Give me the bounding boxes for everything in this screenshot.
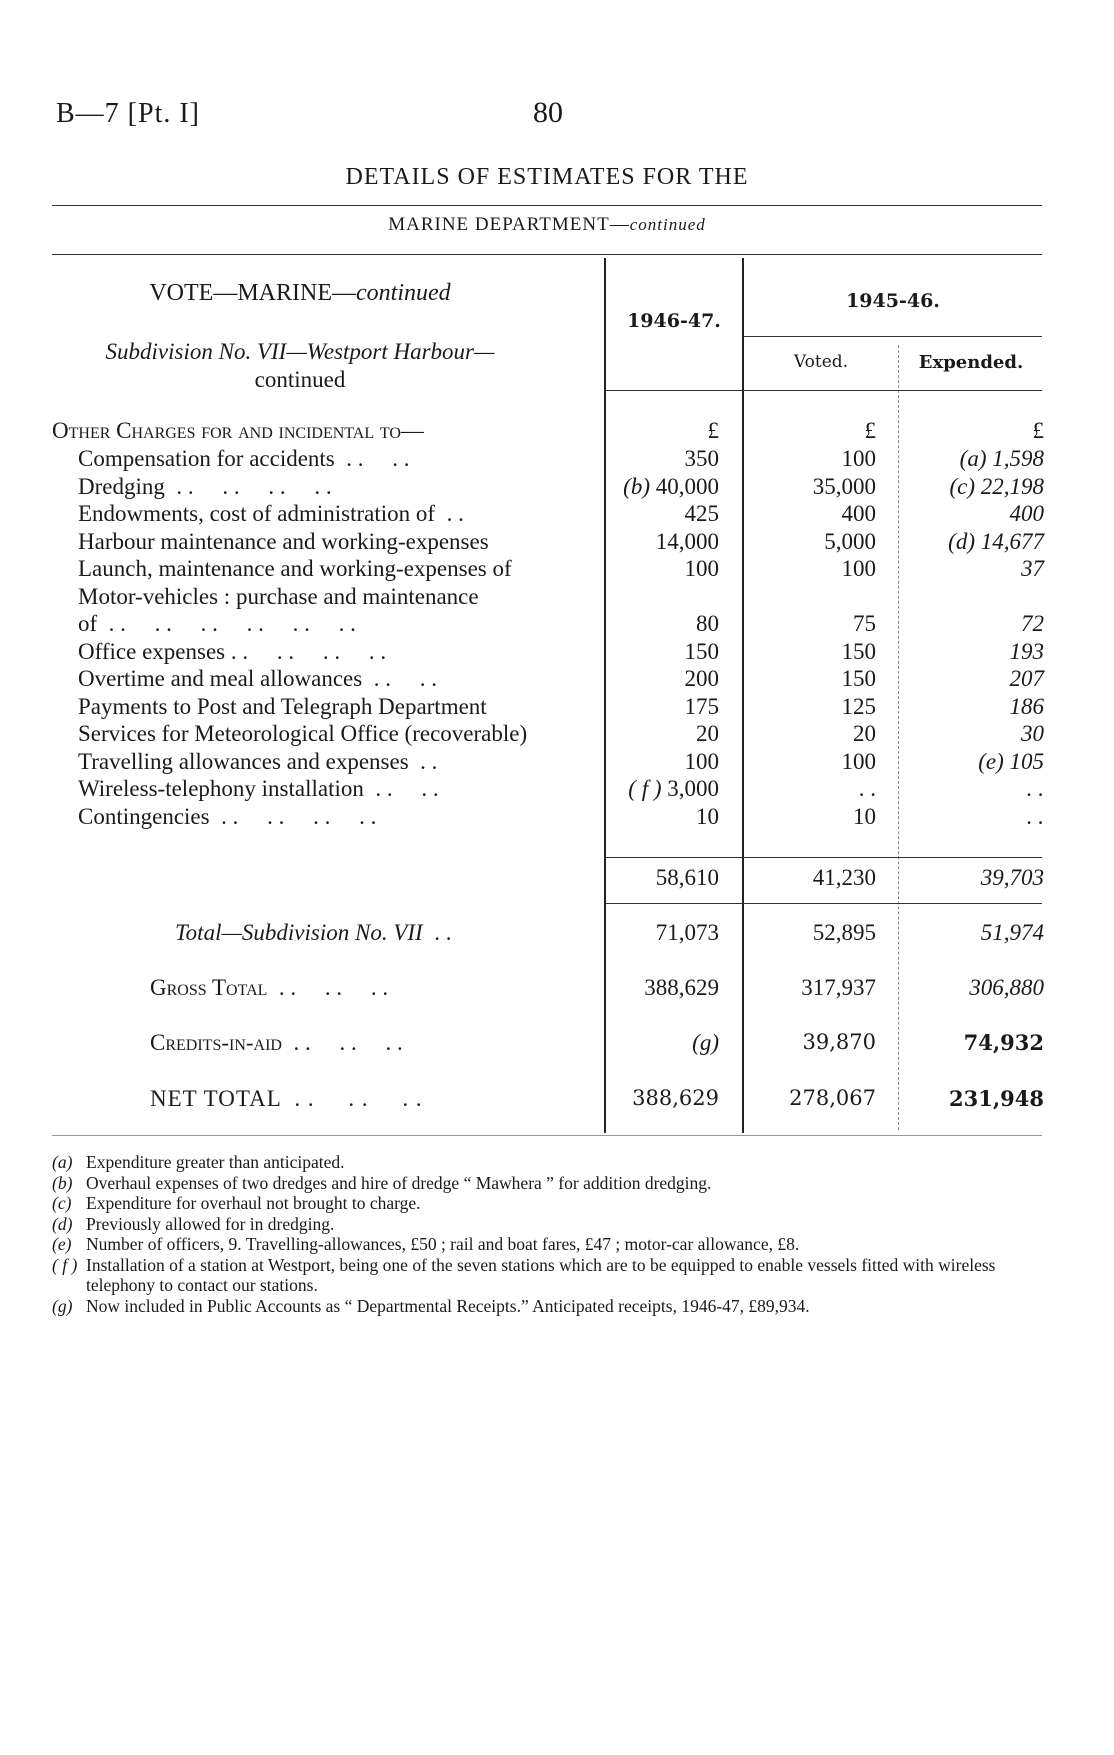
- est-value: 14,000: [655, 528, 719, 554]
- total-est: 71,073: [655, 920, 719, 945]
- voted-value: 75: [853, 611, 876, 636]
- sum-rule: [606, 903, 1042, 904]
- footnote-text: Now included in Public Accounts as “ Departmental Receipts.” Anticipated receipts, 1946-47, £89,934.: [86, 1295, 810, 1316]
- table-row: [0, 694, 1114, 721]
- total-label: Credits-in-aid . . . . . .: [150, 1030, 403, 1055]
- item-label: Contingencies . . . . . . . .: [78, 803, 377, 829]
- footnote: [52, 1152, 1052, 1173]
- subtotal-expended: 39,703: [980, 865, 1044, 890]
- table-row: [0, 776, 1114, 803]
- table-row: [0, 556, 1114, 583]
- footnote-text: Expenditure for overhaul not brought to charge.: [86, 1193, 421, 1213]
- footnote-key: (g): [52, 1295, 73, 1316]
- column-heading-1945-46: 1945-46.: [846, 290, 940, 312]
- footer-rule: [52, 1135, 1042, 1136]
- voted-value: 125: [841, 693, 876, 719]
- voted-value: 10: [853, 803, 876, 829]
- table-row: [0, 666, 1114, 693]
- table-row: [0, 639, 1114, 666]
- divider-line: [52, 254, 1042, 255]
- footnote-key: (b): [52, 1172, 73, 1193]
- total-row: [0, 975, 1114, 1002]
- voted-value: 400: [841, 501, 876, 526]
- item-label: Harbour maintenance and working-expenses: [78, 528, 489, 554]
- table-row: [0, 611, 1114, 638]
- est-value: 100: [684, 748, 719, 774]
- est-value: 10: [696, 803, 719, 829]
- subtotal-row: [0, 865, 1114, 892]
- total-expended: 74,932: [963, 1030, 1044, 1055]
- total-label: NET TOTAL . . . . . .: [150, 1086, 423, 1111]
- est-value: 175: [684, 693, 719, 719]
- est-value: 20: [696, 721, 719, 746]
- expended-value: . .: [1026, 803, 1044, 829]
- est-value: 150: [684, 638, 719, 664]
- table-row: [0, 749, 1114, 776]
- subdivision-title: Subdivision No. VII—Westport Harbour— continued: [105, 339, 495, 392]
- footnote-key: (d): [52, 1213, 73, 1234]
- footnote: [52, 1214, 1052, 1235]
- header-rule: [606, 390, 1042, 391]
- total-expended: 306,880: [969, 975, 1044, 1000]
- footnote: [52, 1234, 1052, 1255]
- footnote-key: (e): [52, 1234, 72, 1254]
- item-label: Launch, maintenance and working-expenses of: [78, 556, 512, 581]
- footnote-key: ( f ): [52, 1254, 78, 1275]
- subtotal-est: 58,610: [655, 865, 719, 890]
- footnote-text: Previously allowed for in dredging.: [86, 1213, 335, 1234]
- est-value: 80: [696, 611, 719, 636]
- item-label: of . . . . . . . . . . . .: [78, 611, 356, 636]
- item-label: Endowments, cost of administration of . .: [78, 501, 464, 526]
- table-row: [0, 804, 1114, 831]
- item-label: Services for Meteorological Office (recoverable): [78, 721, 528, 746]
- table-row: [0, 501, 1114, 528]
- voted-value: 5,000: [824, 528, 876, 554]
- expended-value: (a) 1,598: [959, 446, 1044, 471]
- table-row: [0, 721, 1114, 748]
- expended-value: 186: [1009, 693, 1044, 719]
- total-voted: 317,937: [801, 975, 876, 1000]
- item-label: Overtime and meal allowances . . . .: [78, 666, 437, 691]
- footnote-text: Number of officers, 9. Travelling-allowances, £50 ; rail and boat fares, £47 ; motor-car allowance, £8.: [86, 1234, 800, 1254]
- expended-value: 193: [1009, 638, 1044, 664]
- page-title: DETAILS OF ESTIMATES FOR THE: [345, 164, 749, 190]
- subtotal-voted: 41,230: [812, 865, 876, 890]
- item-label: Travelling allowances and expenses . .: [78, 748, 438, 774]
- page-number: 80: [533, 96, 563, 129]
- expended-value: 207: [1009, 666, 1044, 691]
- est-value: 425: [684, 501, 719, 526]
- footnote: [52, 1193, 1052, 1214]
- voted-value: 20: [853, 721, 876, 746]
- item-label: Motor-vehicles : purchase and maintenance: [78, 583, 479, 609]
- total-label: Gross Total . . . . . .: [150, 975, 389, 1000]
- footnote-text: Installation of a station at Westport, being one of the seven stations which are to be equipped to enable vessels fitted with wireless telephony to contact our stations.: [86, 1254, 996, 1295]
- voted-value: 100: [841, 556, 876, 581]
- item-label: Office expenses . . . . . . . .: [78, 638, 387, 664]
- section-heading-row: [0, 418, 1114, 445]
- expended-value: 72: [1021, 611, 1044, 636]
- item-label: Compensation for accidents . . . .: [78, 446, 410, 471]
- expended-value: (c) 22,198: [949, 473, 1044, 499]
- total-expended: 231,948: [949, 1086, 1044, 1111]
- est-value: 200: [684, 666, 719, 691]
- total-voted: 52,895: [812, 920, 876, 945]
- item-label: Wireless-telephony installation . . . .: [78, 776, 439, 801]
- document-reference: B—7 [Pt. I]: [56, 98, 200, 129]
- currency-symbol: £: [707, 418, 719, 443]
- voted-value: 150: [841, 666, 876, 691]
- sum-rule: [606, 857, 1042, 858]
- column-heading-1946-47: 1946-47.: [627, 310, 721, 332]
- voted-value: 35,000: [812, 473, 876, 499]
- header-rule: [744, 336, 1042, 337]
- total-voted: 278,067: [789, 1086, 876, 1110]
- total-row: [0, 920, 1114, 947]
- expended-value: 37: [1021, 556, 1044, 581]
- vote-title: VOTE—MARINE—continued: [149, 280, 451, 306]
- expended-value: . .: [1026, 776, 1044, 801]
- footnote: [52, 1173, 1052, 1194]
- est-value: (b) 40,000: [623, 473, 719, 499]
- footnote: [52, 1296, 1052, 1317]
- total-est: 388,629: [644, 975, 719, 1000]
- footnotes: [52, 1152, 1052, 1316]
- expended-value: (e) 105: [978, 748, 1044, 774]
- item-label: Payments to Post and Telegraph Department: [78, 693, 487, 719]
- column-heading-voted: Voted.: [793, 352, 849, 372]
- page-subtitle: MARINE DEPARTMENT—continued: [388, 214, 706, 235]
- expended-value: 400: [1009, 501, 1044, 526]
- divider-line: [52, 205, 1042, 206]
- currency-symbol: £: [864, 418, 876, 443]
- section-heading: Other Charges for and incidental to—: [52, 418, 424, 443]
- footnote: [52, 1255, 1052, 1296]
- est-value: ( f ) 3,000: [628, 776, 719, 801]
- total-label: Total—Subdivision No. VII . .: [175, 920, 452, 945]
- voted-value: . .: [858, 776, 876, 801]
- expended-value: (d) 14,677: [948, 528, 1044, 554]
- expended-value: 30: [1021, 721, 1044, 746]
- est-value: 350: [684, 446, 719, 471]
- voted-value: 100: [841, 748, 876, 774]
- column-heading-expended: Expended.: [918, 352, 1024, 373]
- voted-value: 100: [841, 446, 876, 471]
- total-expended: 51,974: [980, 920, 1044, 945]
- footnote-key: (a): [52, 1152, 73, 1172]
- footnote-text: Expenditure greater than anticipated.: [86, 1152, 345, 1172]
- table-row: [0, 529, 1114, 556]
- total-est: 388,629: [632, 1086, 719, 1110]
- total-row: [0, 1086, 1114, 1113]
- est-value: 100: [684, 556, 719, 581]
- voted-value: 150: [841, 638, 876, 664]
- item-label: Dredging . . . . . . . .: [78, 473, 332, 499]
- table-row: [0, 474, 1114, 501]
- total-est: (g): [692, 1030, 719, 1055]
- table-row: [0, 446, 1114, 473]
- footnote-key: (c): [52, 1193, 72, 1213]
- total-voted: 39,870: [802, 1030, 876, 1054]
- total-row: [0, 1030, 1114, 1057]
- table-row: [0, 584, 1114, 611]
- footnote-text: Overhaul expenses of two dredges and hire of dredge “ Mawhera ” for addition dredging.: [86, 1172, 712, 1193]
- currency-symbol: £: [1032, 418, 1044, 443]
